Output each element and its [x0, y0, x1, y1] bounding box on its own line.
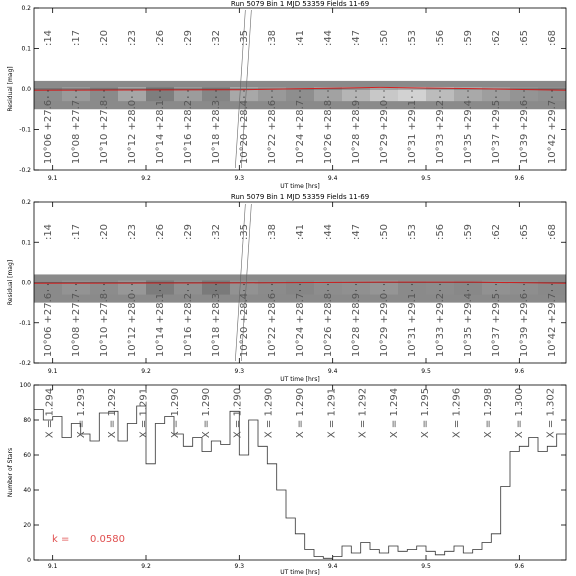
airmass-label: X = 1.290 — [295, 387, 306, 439]
y-axis-label: Residual [mag] — [7, 66, 14, 112]
ra-label: 10°28 +28.9 — [351, 292, 362, 358]
residual-point — [495, 290, 496, 291]
dec-label: :47 — [351, 29, 362, 47]
residual-point — [103, 97, 104, 98]
residual-point — [243, 90, 244, 91]
x-tick-label: 9.2 — [141, 368, 151, 375]
ra-label: 10°10 +27.8 — [99, 99, 110, 165]
residual-point — [355, 290, 356, 291]
dec-label: :68 — [547, 29, 558, 47]
ra-label: 10°31 +29.1 — [407, 292, 418, 358]
residual-point — [215, 97, 216, 98]
y-tick-label: 60 — [23, 452, 31, 459]
residual-point — [47, 284, 48, 285]
residual-point — [271, 90, 272, 91]
ra-label: 10°31 +29.1 — [407, 99, 418, 165]
residual-point — [523, 290, 524, 291]
residual-point — [47, 97, 48, 98]
airmass-label: X = 1.291 — [326, 387, 338, 439]
dec-label: :56 — [435, 223, 446, 241]
dec-label: :14 — [43, 223, 54, 241]
residual-point — [215, 90, 216, 91]
y-tick-label: 0.2 — [21, 199, 31, 206]
ra-label: 10°18 +28.3 — [211, 292, 222, 358]
residual-point — [355, 284, 356, 285]
dec-label: :62 — [491, 29, 502, 47]
ra-label: 10°22 +28.6 — [267, 99, 278, 165]
ra-label: 10°35 +29.4 — [463, 292, 474, 358]
ra-label: 10°39 +29.6 — [519, 99, 530, 165]
x-tick-label: 9.1 — [47, 175, 58, 182]
x-tick-label: 9.5 — [421, 368, 431, 375]
dec-label: :26 — [155, 29, 166, 47]
residual-point — [327, 97, 328, 98]
residual-point — [327, 284, 328, 285]
airmass-label: X = 1.293 — [75, 387, 87, 439]
residual-point — [103, 284, 104, 285]
ra-label: 10°16 +28.2 — [183, 292, 194, 358]
x-tick-label: 9.2 — [141, 563, 151, 570]
residual-point — [187, 284, 188, 285]
residual-point — [131, 90, 132, 91]
airmass-label: X = 1.294 — [388, 387, 400, 439]
dec-label: :68 — [547, 223, 558, 241]
residual-point — [159, 97, 160, 98]
x-tick-label: 9.6 — [514, 563, 525, 570]
ra-label: 10°20 +28.4 — [239, 99, 250, 165]
dec-label: :59 — [463, 223, 474, 241]
residual-point — [271, 97, 272, 98]
dec-label: :47 — [351, 223, 362, 241]
ra-label: 10°14 +28.1 — [155, 99, 166, 165]
residual-point — [215, 284, 216, 285]
dec-label: :41 — [295, 223, 306, 241]
dec-label: :62 — [491, 223, 502, 241]
dec-label: :50 — [379, 29, 390, 47]
x-tick-label: 9.1 — [47, 368, 58, 375]
extinction-label: k = — [52, 534, 70, 545]
ra-label: 10°12 +28.0 — [127, 99, 138, 165]
airmass-label: X = 1.292 — [107, 387, 119, 439]
dec-label: :50 — [379, 223, 390, 241]
residual-point — [327, 90, 328, 91]
ra-label: 10°42 +29.7 — [547, 292, 558, 358]
y-tick-label: 20 — [23, 522, 31, 529]
dec-label: :14 — [43, 29, 54, 47]
ra-label: 10°20 +28.4 — [239, 292, 250, 358]
airmass-label: X = 1.298 — [482, 387, 494, 439]
dec-label: :35 — [239, 223, 250, 241]
x-axis-label: UT time [hrs] — [280, 183, 320, 190]
residual-point — [495, 90, 496, 91]
panel-title: Run 5079 Bin 1 MJD 53359 Fields 11-69 — [230, 0, 370, 8]
residual-point — [355, 90, 356, 91]
residual-point — [327, 290, 328, 291]
ra-label: 10°42 +29.7 — [547, 99, 558, 165]
x-axis-label: UT time [hrs] — [280, 569, 320, 576]
y-tick-label: 0.2 — [21, 5, 31, 12]
ra-label: 10°14 +28.1 — [155, 292, 166, 358]
panel-title: Run 5079 Bin 1 MJD 53359 Fields 11-69 — [230, 193, 370, 201]
y-tick-label: 0 — [27, 557, 31, 564]
residual-point — [439, 97, 440, 98]
y-tick-label: 0.1 — [21, 239, 31, 247]
residual-point — [383, 97, 384, 98]
y-tick-label: 0.0 — [21, 279, 31, 287]
residual-point — [131, 284, 132, 285]
dec-label: :17 — [71, 223, 82, 241]
residual-point — [411, 290, 412, 291]
residual-point — [187, 290, 188, 291]
airmass-label: X = 1.292 — [357, 387, 369, 439]
residual-point — [243, 290, 244, 291]
dec-label: :20 — [99, 29, 110, 47]
x-tick-label: 9.5 — [421, 175, 431, 182]
ra-label: 10°29 +29.0 — [379, 99, 390, 165]
residual-point — [467, 284, 468, 285]
dec-label: :17 — [71, 29, 82, 47]
residual-point — [47, 90, 48, 91]
ra-label: 10°26 +28.8 — [323, 99, 334, 165]
residual-point — [495, 284, 496, 285]
residual-point — [523, 284, 524, 285]
dec-label: :44 — [323, 223, 334, 241]
dec-label: :59 — [463, 29, 474, 47]
residual-point — [271, 290, 272, 291]
residual-point — [467, 97, 468, 98]
residual-point — [243, 97, 244, 98]
ra-label: 10°26 +28.8 — [323, 292, 334, 358]
dec-label: :23 — [127, 29, 138, 47]
panel-2 — [7, 193, 566, 383]
residual-point — [495, 97, 496, 98]
residual-point — [551, 97, 552, 98]
dec-label: :53 — [407, 223, 418, 241]
airmass-label: X = 1.302 — [545, 387, 557, 439]
residual-point — [355, 97, 356, 98]
residual-point — [467, 290, 468, 291]
dec-label: :23 — [127, 223, 138, 241]
residual-point — [383, 90, 384, 91]
ra-label: 10°33 +29.2 — [435, 292, 446, 358]
x-tick-label: 9.3 — [234, 175, 245, 182]
extinction-value: 0.0580 — [90, 534, 125, 545]
y-axis-label: Number of Stars — [7, 447, 14, 498]
residual-point — [215, 290, 216, 291]
ra-label: 10°35 +29.4 — [463, 99, 474, 165]
ra-label: 10°37 +29.5 — [491, 99, 502, 165]
dec-label: :65 — [519, 223, 530, 241]
y-tick-label: 80 — [23, 417, 31, 424]
ra-label: 10°29 +29.0 — [379, 292, 390, 358]
dec-label: :44 — [323, 29, 334, 47]
residual-point — [159, 284, 160, 285]
airmass-label: X = 1.290 — [232, 387, 244, 439]
airmass-label: X = 1.296 — [451, 387, 463, 439]
residual-point — [411, 97, 412, 98]
dec-label: :29 — [183, 223, 194, 241]
residual-point — [131, 97, 132, 98]
dec-label: :38 — [267, 29, 278, 47]
x-tick-label: 9.6 — [514, 175, 525, 182]
x-tick-label: 9.3 — [234, 368, 245, 375]
residual-point — [551, 90, 552, 91]
residual-point — [243, 284, 244, 285]
residual-point — [187, 97, 188, 98]
residual-point — [411, 90, 412, 91]
ra-label: 10°39 +29.6 — [519, 292, 530, 358]
residual-point — [103, 90, 104, 91]
dec-label: :65 — [519, 29, 530, 47]
dec-label: :20 — [99, 223, 110, 241]
residual-point — [299, 290, 300, 291]
ra-label: 10°12 +28.0 — [127, 292, 138, 358]
y-axis-label: Residual [mag] — [7, 259, 14, 306]
x-tick-label: 9.3 — [234, 563, 245, 570]
residual-point — [439, 90, 440, 91]
x-tick-label: 9.4 — [327, 563, 338, 570]
airmass-label: X = 1.291 — [138, 387, 150, 439]
airmass-label: X = 1.290 — [263, 387, 275, 439]
ra-label: 10°08 +27.7 — [71, 292, 82, 358]
ra-label: 10°08 +27.7 — [71, 99, 82, 165]
residual-point — [383, 284, 384, 285]
residual-point — [103, 290, 104, 291]
residual-point — [159, 290, 160, 291]
panel-1 — [7, 0, 566, 190]
residual-point — [383, 290, 384, 291]
ra-label: 10°24 +28.7 — [295, 99, 306, 165]
residual-point — [411, 284, 412, 285]
y-tick-label: -0.1 — [19, 126, 31, 134]
ra-label: 10°33 +29.2 — [435, 99, 446, 165]
residual-point — [187, 90, 188, 91]
x-tick-label: 9.6 — [514, 368, 525, 375]
x-tick-label: 9.5 — [421, 563, 431, 570]
ra-label: 10°28 +28.9 — [351, 99, 362, 165]
residual-point — [299, 97, 300, 98]
residual-point — [523, 97, 524, 98]
dec-label: :35 — [239, 29, 250, 47]
residual-point — [439, 284, 440, 285]
airmass-label: X = 1.300 — [514, 387, 526, 439]
ra-label: 10°37 +29.5 — [491, 292, 502, 358]
x-tick-label: 9.1 — [47, 563, 58, 570]
residual-point — [299, 284, 300, 285]
residual-point — [131, 290, 132, 291]
x-tick-label: 9.2 — [141, 175, 151, 182]
y-tick-label: -0.2 — [19, 167, 31, 174]
ra-label: 10°06 +27.6 — [43, 99, 54, 165]
airmass-label: X = 1.294 — [44, 387, 56, 439]
dec-label: :38 — [267, 223, 278, 241]
airmass-label: X = 1.295 — [420, 387, 432, 439]
ra-label: 10°22 +28.6 — [267, 292, 278, 358]
airmass-label: X = 1.290 — [201, 387, 213, 439]
ra-label: 10°06 +27.6 — [43, 292, 54, 358]
dec-label: :32 — [211, 223, 222, 241]
dec-label: :41 — [295, 29, 306, 47]
y-tick-label: -0.1 — [19, 319, 31, 327]
residual-point — [75, 284, 76, 285]
dec-label: :53 — [407, 29, 418, 47]
y-tick-label: 40 — [23, 487, 31, 494]
dec-label: :32 — [211, 29, 222, 47]
residual-point — [75, 90, 76, 91]
residual-point — [439, 290, 440, 291]
residual-point — [551, 284, 552, 285]
ra-label: 10°18 +28.3 — [211, 99, 222, 165]
y-tick-label: 0.0 — [21, 86, 31, 93]
residual-point — [551, 290, 552, 291]
y-tick-label: -0.2 — [19, 360, 31, 367]
residual-point — [299, 90, 300, 91]
residual-point — [47, 290, 48, 291]
x-tick-label: 9.4 — [327, 175, 338, 182]
residual-point — [159, 90, 160, 91]
y-tick-label: 0.1 — [21, 45, 31, 53]
ra-label: 10°24 +28.7 — [295, 292, 306, 358]
dec-label: :29 — [183, 29, 194, 47]
residual-point — [271, 284, 272, 285]
dec-label: :56 — [435, 29, 446, 47]
airmass-label: X = 1.290 — [169, 387, 181, 439]
residual-point — [467, 90, 468, 91]
ra-label: 10°16 +28.2 — [183, 99, 194, 165]
panel-3 — [7, 382, 566, 576]
x-axis-label: UT time [hrs] — [280, 376, 320, 383]
residual-point — [523, 90, 524, 91]
y-tick-label: 100 — [19, 382, 31, 389]
residual-point — [75, 290, 76, 291]
x-tick-label: 9.4 — [327, 368, 338, 375]
dec-label: :26 — [155, 223, 166, 241]
residual-point — [75, 97, 76, 98]
ra-label: 10°10 +27.8 — [99, 292, 110, 358]
